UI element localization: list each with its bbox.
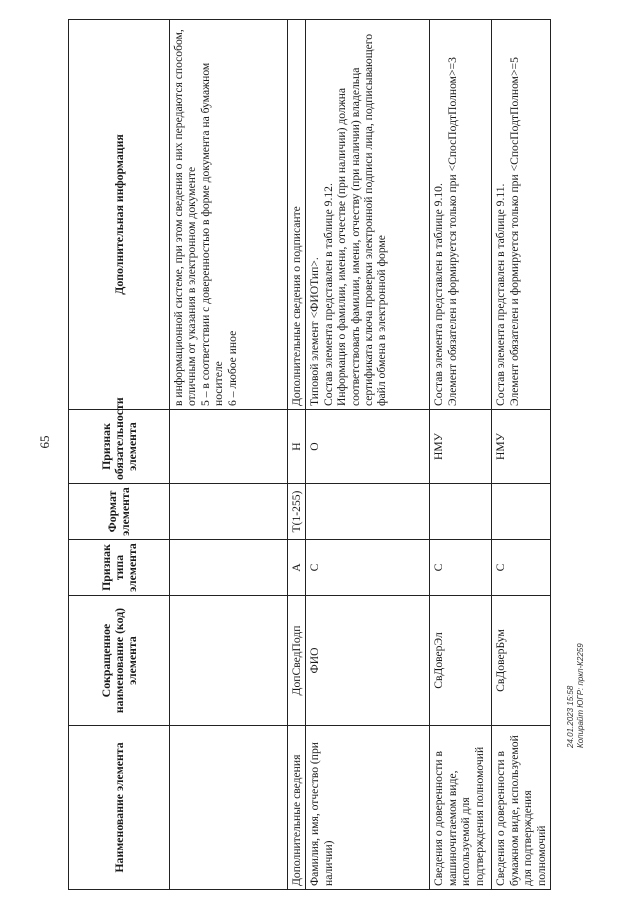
table-row (492, 20, 551, 890)
cell-info: Дополнительные сведения о подписанте (288, 20, 306, 410)
cell-code: СвДоверЭл (430, 596, 492, 726)
table-row (288, 20, 306, 890)
cell-required: Н (288, 410, 306, 484)
elements-table (68, 19, 551, 890)
cell-type: С (306, 540, 430, 596)
table-row (170, 20, 288, 890)
cell-code: ФИО (306, 596, 430, 726)
page-number: 65 (37, 435, 52, 449)
cell-info: в информационной системе, при этом сведения о них передаются способом, отличным от указания в электронном документе 5 – в соответствии с доверенностью в форме документа на бумажном носителе 6 – любое иное (170, 20, 288, 410)
cell-name (170, 726, 288, 890)
stamp-date: 24.01.2023 15:58 (566, 685, 575, 748)
cell-required: НМУ (492, 410, 551, 484)
cell-required: НМУ (430, 410, 492, 484)
cell-format (306, 484, 430, 540)
cell-required: О (306, 410, 430, 484)
cell-type: А (288, 540, 306, 596)
cell-code: СвДоверБум (492, 596, 551, 726)
cell-info: Состав элемента представлен в таблице 9.11. Элемент обязателен и формируется только при <СпосПодтПолном>=5 (492, 20, 551, 410)
cell-format (170, 484, 288, 540)
cell-name: Сведения о доверенности в бумажном виде, используемой для подтверждения полномочий (492, 726, 551, 890)
table-row (430, 20, 492, 890)
header-type: Признак типа элемента (69, 540, 170, 596)
table-row (306, 20, 430, 890)
stamp-label: Копирайт ЮГР: пркп-К2259 (576, 643, 585, 748)
header-name: Наименование элемента (69, 726, 170, 890)
cell-required (170, 410, 288, 484)
cell-code: ДопСведПодп (288, 596, 306, 726)
header-info: Дополнительная информация (69, 20, 170, 410)
cell-format (430, 484, 492, 540)
cell-code (170, 596, 288, 726)
cell-format: T(1-255) (288, 484, 306, 540)
signature-stamp (566, 608, 616, 748)
cell-type (170, 540, 288, 596)
cell-info: Типовой элемент <ФИОТип>. Состав элемента представлен в таблице 9.12. Информация о фамилии, имени, отчестве (при наличии) должна соответствовать фамилии, имени, отчеству (при наличии) владельца сертификата ключа проверки электронной подписи лица, подписывающего файл обмена в электронной форме (306, 20, 430, 410)
rotated-table-wrapper (68, 20, 640, 890)
cell-name: Дополнительные сведения (288, 726, 306, 890)
cell-info: Состав элемента представлен в таблице 9.10. Элемент обязателен и формируется только при <СпосПодтПолном>=3 (430, 20, 492, 410)
cell-type: С (430, 540, 492, 596)
header-code: Сокращенное наименование (код) элемента (69, 596, 170, 726)
table-header-row (69, 20, 170, 890)
cell-name: Фамилия, имя, отчество (при наличии) (306, 726, 430, 890)
header-required: Признак обязательности элемента (69, 410, 170, 484)
header-format: Формат элемента (69, 484, 170, 540)
cell-type: С (492, 540, 551, 596)
cell-name: Сведения о доверенности в машиночитаемом виде, используемой для подтверждения полномочий (430, 726, 492, 890)
cell-format (492, 484, 551, 540)
